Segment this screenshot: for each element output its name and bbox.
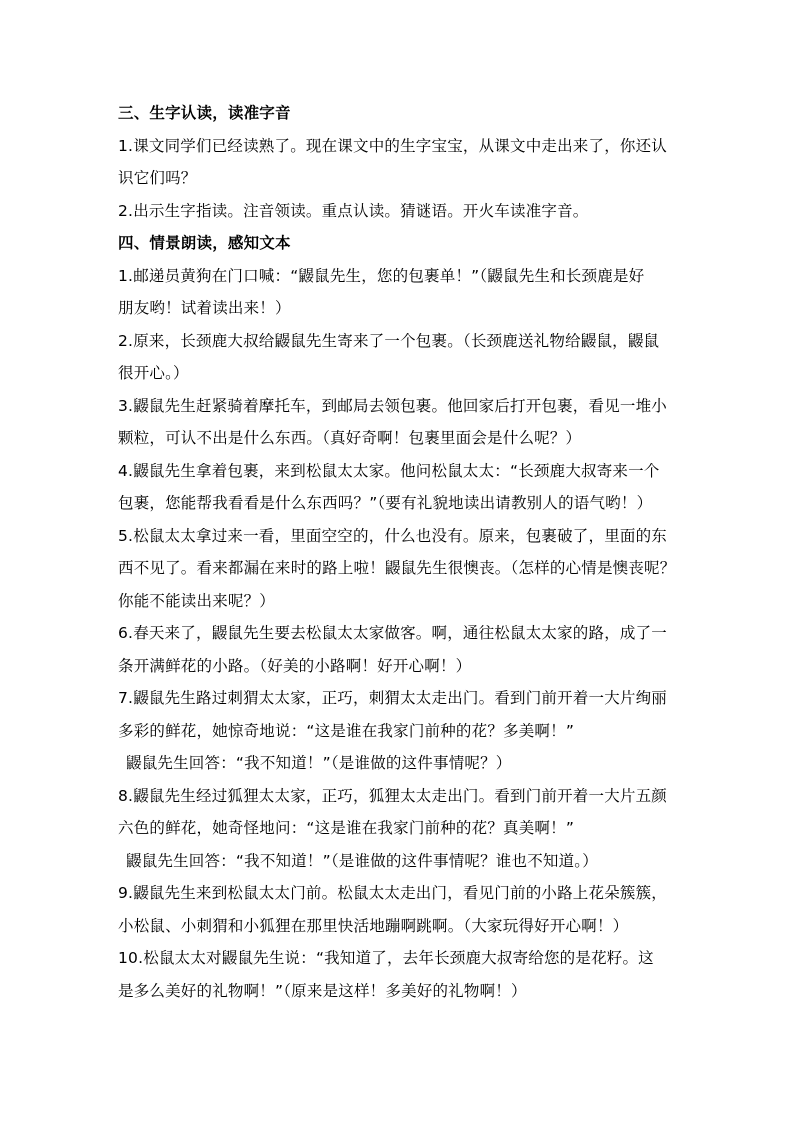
- paragraph-line: 识它们吗？: [118, 169, 197, 187]
- paragraph-line: 6.春天来了，鼹鼠先生要去松鼠太太家做客。啊，通往松鼠太太家的路，成了一: [118, 624, 667, 642]
- paragraph-line: 西不见了。看来都漏在来时的路上啦！鼹鼠先生很懊丧。（怎样的心情是懊丧呢？: [118, 559, 676, 577]
- paragraph-line: 8.鼹鼠先生经过狐狸太太家，正巧，狐狸太太走出门。看到门前开着一大片五颜: [118, 786, 667, 805]
- paragraph-line: 2.出示生字指读。注音领读。重点认读。猜谜语。开火车读准字音。: [118, 201, 589, 220]
- document-page: [118, 97, 683, 1007]
- paragraph-line: 包裹，您能帮我看看是什么东西吗？”（要有礼貌地读出请教别人的语气哟！）: [118, 494, 653, 512]
- paragraph-line: 多彩的鲜花，她惊奇地说：“这是谁在我家门前种的花？多美啊！”: [118, 721, 575, 740]
- paragraph-line: 是多么美好的礼物啊！”（原来是这样！多美好的礼物啊！）: [118, 981, 527, 1000]
- paragraph-line: 小松鼠、小刺猬和小狐狸在那里快活地蹦啊跳啊。（大家玩得好开心啊！）: [118, 916, 629, 935]
- paragraph-line: 3.鼹鼠先生赶紧骑着摩托车，到邮局去领包裹。他回家后打开包裹，看见一堆小: [118, 396, 667, 415]
- paragraph-line: 1.邮递员黄狗在门口喊：“鼹鼠先生，您的包裹单！”（鼹鼠先生和长颈鹿是好: [118, 266, 645, 285]
- paragraph-line: 条开满鲜花的小路。（好美的小路啊！好开心啊！）: [118, 656, 472, 675]
- paragraph-line: 1.课文同学们已经读熟了。现在课文中的生字宝宝，从课文中走出来了，你还认: [118, 136, 667, 155]
- paragraph-line: 颗粒，可认不出是什么东西。（真好奇啊！包裹里面会是什么呢？）: [118, 429, 582, 447]
- paragraph-line: 你能不能读出来呢？）: [118, 591, 276, 610]
- paragraph-line: 7.鼹鼠先生路过刺猬太太家，正巧，刺猬太太走出门。看到门前开着一大片绚丽: [118, 689, 667, 707]
- section-heading-3: 三、生字认读，读准字音: [118, 104, 291, 122]
- paragraph-line: 2.原来，长颈鹿大叔给鼹鼠先生寄来了一个包裹。（长颈鹿送礼物给鼹鼠，鼹鼠: [118, 331, 660, 350]
- paragraph-line: 很开心。）: [118, 364, 189, 382]
- dialogue-line: 鼹鼠先生回答：“我不知道！”（是谁做的这件事情呢？谁也不知道。）: [126, 851, 598, 870]
- paragraph-line: 4.鼹鼠先生拿着包裹，来到松鼠太太家。他问松鼠太太：“长颈鹿大叔寄来一个: [118, 461, 660, 480]
- paragraph-line: 9.鼹鼠先生来到松鼠太太门前。松鼠太太走出门，看见门前的小路上花朵簇簇，: [118, 884, 667, 902]
- section-heading-4: 四、情景朗读，感知文本: [118, 234, 291, 252]
- paragraph-line: 10.松鼠太太对鼹鼠先生说：“我知道了，去年长颈鹿大叔寄给您的是花籽。这: [118, 949, 654, 967]
- paragraph-line: 5.松鼠太太拿过来一看，里面空空的，什么也没有。原来，包裹破了，里面的东: [118, 526, 667, 545]
- paragraph-line: 朋友哟！试着读出来！）: [118, 299, 291, 317]
- dialogue-line: 鼹鼠先生回答：“我不知道！”（是谁做的这件事情呢？）: [126, 754, 512, 772]
- paragraph-line: 六色的鲜花，她奇怪地问：“这是谁在我家门前种的花？真美啊！”: [118, 819, 575, 837]
